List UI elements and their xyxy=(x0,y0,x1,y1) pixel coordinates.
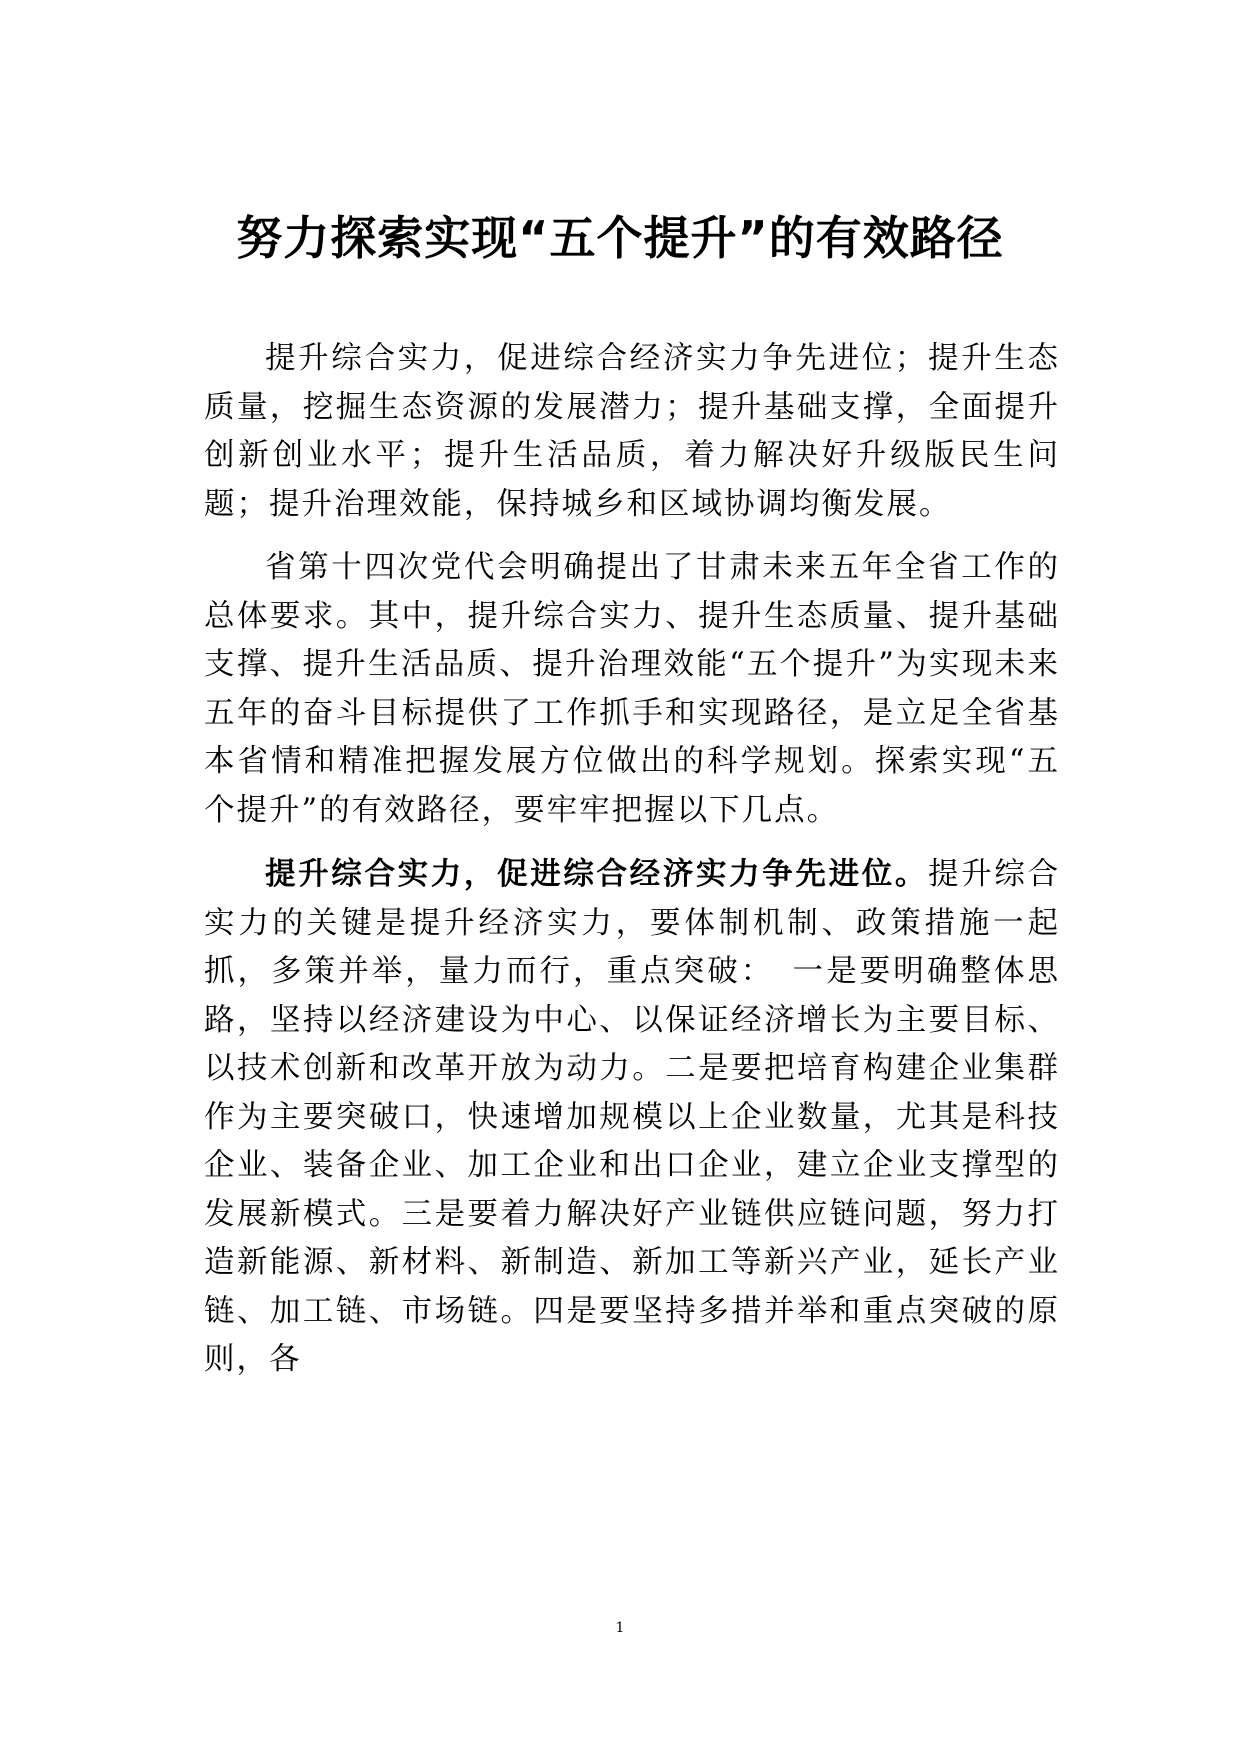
page-number: 1 xyxy=(615,1620,625,1636)
paragraph-3-text: 提升综合实力的关键是提升经济实力，要体制机制、政策措施一起抓，多策并举，量力而行，重点突破： 一是要明确整体思路，坚持以经济建设为中心、以保证经济增长为主要目标、以技术创新和改革开放为动力。二是要把培育构建企业集群作为主要突破口，快速增加规模以上企业数量，尤其是科技企业、装备企业、加工企业和出口企业，建立企业支撑型的发展新模式。三是要着力解决好产业链供应链问题，努力打造新能源、新材料、新制造、新加工等新兴产业，延长产业链、加工链、市场链。四是要坚持多措并举和重点突破的原则，各 xyxy=(204,857,1061,1377)
document-title: 努力探索实现“五个提升”的有效路径 xyxy=(236,211,1004,265)
paragraph-2 xyxy=(204,544,1060,835)
paragraph-1-text: 提升综合实力，促进综合经济实力争先进位；提升生态质量，挖掘生态资源的发展潜力；提升基础支撑，全面提升创新创业水平；提升生活品质，着力解决好升级版民生问题；提升治理效能，保持城乡和区域协调均衡发展。 xyxy=(204,341,1060,522)
paragraph-3 xyxy=(204,850,1060,1385)
document-body xyxy=(204,335,1060,1400)
paragraph-1 xyxy=(204,335,1060,529)
paragraph-3-bold-lead: 提升综合实力，促进综合经济实力争先进位。 xyxy=(265,856,929,892)
paragraph-2-text: 省第十四次党代会明确提出了甘肃未来五年全省工作的总体要求。其中，提升综合实力、提升生态质量、提升基础支撑、提升生活品质、提升治理效能“五个提升”为实现未来五年的奋斗目标提供了工作抓手和实现路径，是立足全省基本省情和精准把握发展方位做出的科学规划。探索实现“五个提升”的有效路径，要牢牢把握以下几点。 xyxy=(204,550,1060,828)
